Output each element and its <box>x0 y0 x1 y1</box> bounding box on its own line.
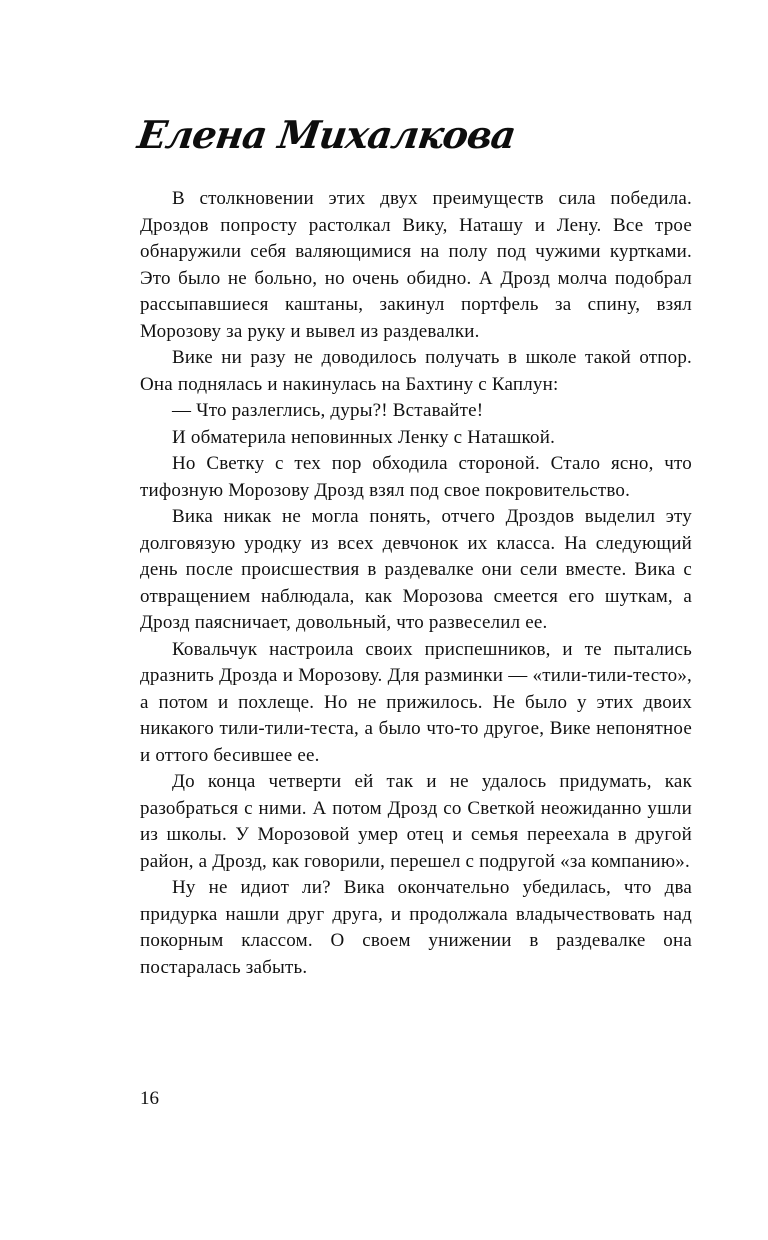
paragraph: Вике ни разу не доводилось получать в школе такой отпор. Она поднялась и накинулась на Бахтину с Каплун: <box>140 347 692 395</box>
paragraph: Ковальчук настроила своих приспешников, и те пытались дразнить Дрозда и Морозову. Для разминки — «тили-тили-тесто», а потом и похлеще. Но не прижилось. Не было у этих двоих никакого тили-тили-теста, а было что-то другое, Вике непонятное и оттого бесившее ее. <box>140 638 692 766</box>
paragraph: До конца четверти ей так и не удалось придумать, как разобраться с ними. А потом Дрозд со Светкой неожиданно ушли из школы. У Морозовой умер отец и семья переехала в другой район, а Дрозд, как говорили, перешел с подругой «за компанию». <box>140 771 692 872</box>
paragraph: Вика никак не могла понять, отчего Дроздов выделил эту долговязую уродку из всех девчонок их класса. На следующий день после происшествия в раздевалке они сели вместе. Вика с отвращением наблюдала, как Морозова смеется его шуткам, а Дрозд паясничает, довольный, что развеселил ее. <box>140 506 692 633</box>
paragraph-dialogue: — Что разлеглись, дуры?! Вставайте! <box>172 400 484 421</box>
page-number: 16 <box>140 1088 159 1109</box>
paragraph: И обматерила неповинных Ленку с Наташкой. <box>172 426 556 448</box>
paragraph: Ну не идиот ли? Вика окончательно убедилась, что два придурка нашли друг друга, и продолжала владычествовать над покорным классом. О своем унижении в раздевалке она постаралась забыть. <box>140 877 692 978</box>
paragraph: В столкновении этих двух преимуществ сила победила. Дроздов попросту растолкал Вику, Наташу и Лену. Все трое обнаружили себя валяющимися на полу под чужими куртками. Это было не больно, но очень обидно. А Дрозд молча подобрал рассыпавшиеся каштаны, закинул портфель за спину, взял Морозову за руку и вывел из раздевалки. <box>140 188 692 342</box>
author-signature-logo: Елена Михалкова <box>134 112 519 157</box>
paragraph: Но Светку с тех пор обходила стороной. Стало ясно, что тифозную Морозову Дрозд взял под свое покровительство. <box>140 453 692 501</box>
body-text <box>140 186 692 981</box>
